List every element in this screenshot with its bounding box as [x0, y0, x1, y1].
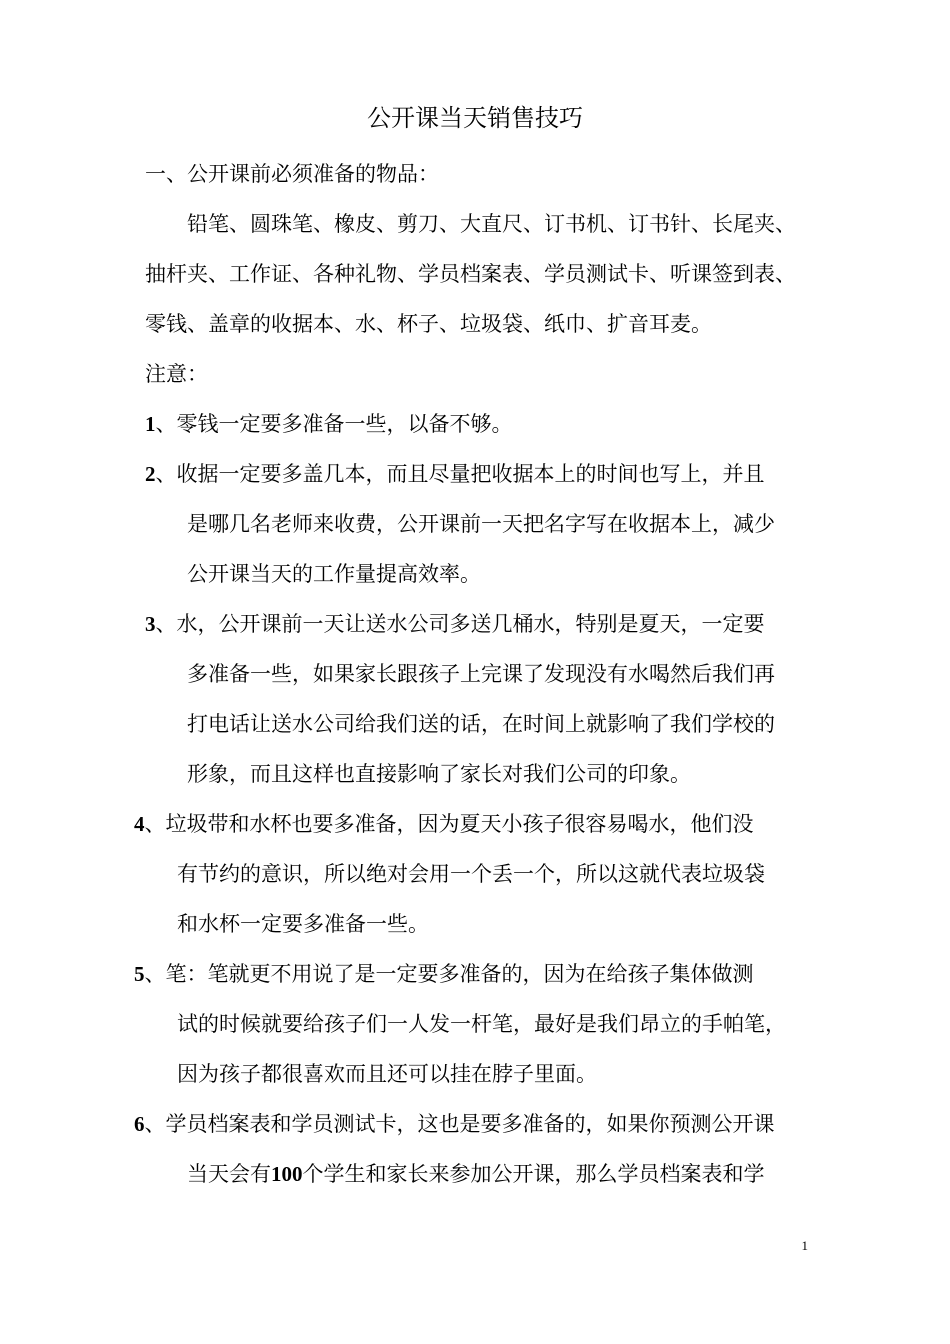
note-text: 、收据一定要多盖几本，而且尽量把收据本上的时间也写上，并且: [155, 462, 765, 486]
note-4: [134, 806, 754, 842]
note-text: 、零钱一定要多准备一些，以备不够。: [155, 412, 513, 436]
note-text: 、学员档案表和学员测试卡，这也是要多准备的，如果你预测公开课: [144, 1112, 775, 1136]
note-3-line-3: 打电话让送水公司给我们送的话，在时间上就影响了我们学校的: [187, 712, 775, 736]
note-number: 2: [145, 462, 156, 486]
note-text: 、水，公开课前一天让送水公司多送几桶水，特别是夏天，一定要: [155, 612, 765, 636]
note-4-line-3: 和水杯一定要多准备一些。: [177, 912, 429, 936]
note-5-line-2: 试的时候就要给孩子们一人发一杆笔，最好是我们昂立的手帕笔，: [177, 1012, 786, 1036]
note-number: 1: [145, 412, 156, 436]
note-number: 4: [134, 812, 145, 836]
note-3-line-2: 多准备一些，如果家长跟孩子上完课了发现没有水喝然后我们再: [187, 662, 775, 686]
note-3: [145, 606, 765, 642]
note-4-line-2: 有节约的意识，所以绝对会用一个丢一个，所以这就代表垃圾袋: [177, 862, 765, 886]
note-text: 、垃圾带和水杯也要多准备，因为夏天小孩子很容易喝水，他们没: [144, 812, 754, 836]
items-line-1: 铅笔、圆珠笔、橡皮、剪刀、大直尺、订书机、订书针、长尾夹、: [187, 212, 796, 236]
items-line-3: 零钱、盖章的收据本、水、杯子、垃圾袋、纸巾、扩音耳麦。: [145, 312, 712, 336]
note-1: [145, 406, 513, 442]
inline-number: 100: [271, 1162, 303, 1186]
note-2-line-2: 是哪几名老师来收费，公开课前一天把名字写在收据本上，减少: [187, 512, 775, 536]
note-5: [134, 956, 754, 992]
note-2: [145, 456, 765, 492]
note-text: 个学生和家长来参加公开课，那么学员档案表和学: [302, 1162, 765, 1186]
note-6-line-2: [187, 1156, 765, 1192]
page-number: 1: [801, 1238, 808, 1253]
note-number: 6: [134, 1112, 145, 1136]
note-number: 3: [145, 612, 156, 636]
note-text: 当天会有: [187, 1162, 271, 1186]
note-number: 5: [134, 962, 145, 986]
note-6: [134, 1106, 775, 1142]
note-5-line-3: 因为孩子都很喜欢而且还可以挂在脖子里面。: [177, 1062, 597, 1086]
note-3-line-4: 形象，而且这样也直接影响了家长对我们公司的印象。: [187, 762, 691, 786]
items-line-2: 抽杆夹、工作证、各种礼物、学员档案表、学员测试卡、听课签到表、: [145, 262, 796, 286]
note-2-line-3: 公开课当天的工作量提高效率。: [187, 562, 481, 586]
note-text: 、笔：笔就更不用说了是一定要多准备的，因为在给孩子集体做测: [144, 962, 754, 986]
section-heading: 一、公开课前必须准备的物品：: [145, 162, 439, 186]
note-label: 注意：: [145, 362, 208, 386]
document-title: 公开课当天销售技巧: [367, 104, 583, 132]
